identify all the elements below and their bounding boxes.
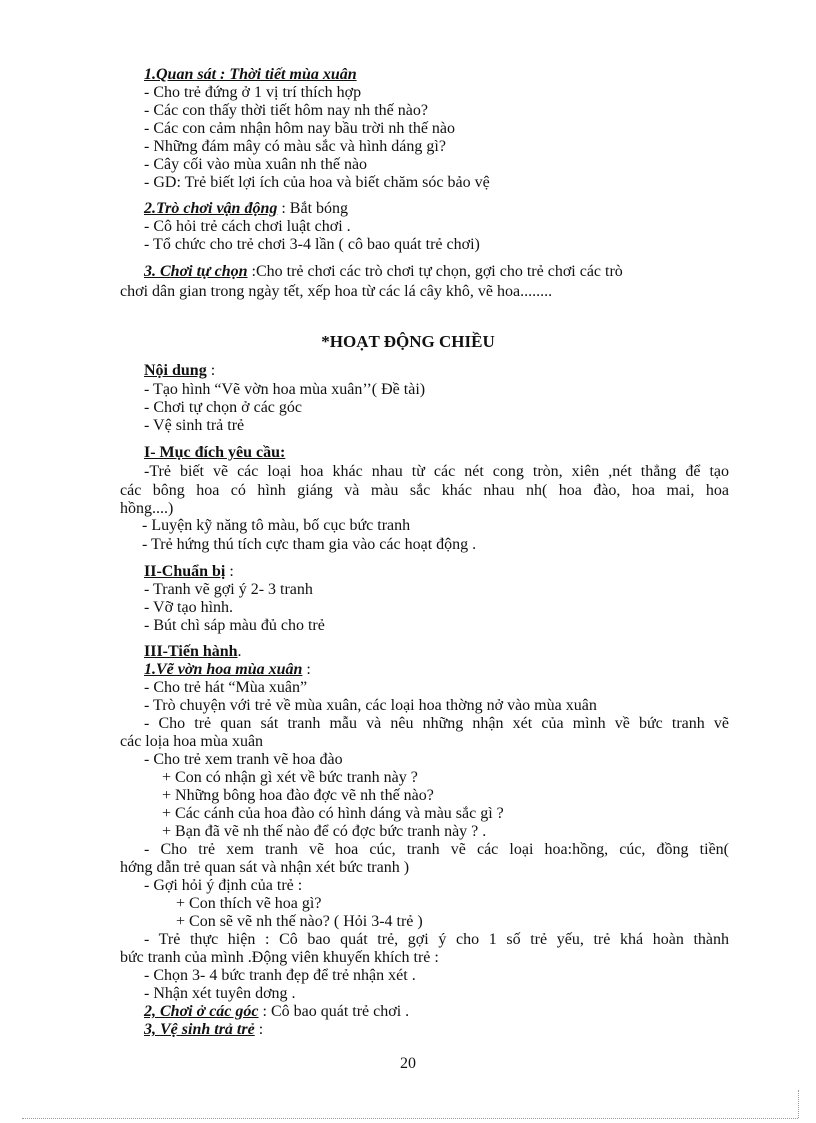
section-observe-title: 1.Quan sát : Thời tiết mùa xuân <box>144 66 357 83</box>
draw-garden-heading <box>144 661 311 679</box>
page-border-right <box>798 1090 799 1118</box>
corner-play-heading <box>144 1003 409 1021</box>
page-border-bottom <box>22 1118 798 1119</box>
perform-line-1: - Trẻ thực hiện : Cô bao quát trẻ, gợi ý cho 1 số trẻ yếu, trẻ khá hoàn thành <box>144 931 729 948</box>
prepare-heading <box>144 563 234 581</box>
section-free-play-heading <box>144 263 623 281</box>
afternoon-activity-title: *HOẠT ĐỘNG CHIỀU <box>321 332 495 351</box>
purpose-line-2: - Trẻ hứng thú tích cực tham gia vào các hoạt động . <box>142 536 477 553</box>
section-game-rest: : Bắt bóng <box>277 200 349 217</box>
content-line-3: - Vệ sinh trả trẻ <box>144 417 245 434</box>
praise-line: - Nhận xét tuyên dơng . <box>144 985 296 1002</box>
proceed-title: III-Tiến hành <box>144 643 238 660</box>
proceed-title-end: . <box>237 643 242 660</box>
question-1: + Con có nhận gì xét về bức tranh này ? <box>162 769 418 786</box>
content-heading <box>144 362 215 380</box>
prepare-line-2: - Vỡ tạo hình. <box>144 599 234 616</box>
peach-picture-line: - Cho trẻ xem tranh vẽ hoa đào <box>144 751 343 768</box>
question-4: + Bạn đã vẽ nh thế nào để có đợc bức tranh này ? . <box>162 823 487 840</box>
prepare-line-1: - Tranh vẽ gợi ý 2- 3 tranh <box>144 581 313 598</box>
content-line-2: - Chơi tự chọn ở các góc <box>144 399 302 416</box>
section-game-heading <box>144 200 348 218</box>
observe-line-2: - Các con thấy thời tiết hôm nay nh thế nào? <box>144 102 428 119</box>
prepare-rest: : <box>225 563 234 580</box>
corner-play-title: 2, Chơi ở các góc <box>144 1003 259 1020</box>
prepare-title: II-Chuẩn bị <box>144 563 226 580</box>
purpose-para-line-2: các bông hoa có hình giáng và màu sắc khác nhau nh( hoa đào, hoa mai, hoa <box>120 482 729 499</box>
observe-line-3: - Các con cảm nhận hôm nay bầu trời nh thế nào <box>144 120 456 137</box>
corner-play-rest: : Cô bao quát trẻ chơi . <box>258 1003 410 1020</box>
observe-line-6: - GD: Trẻ biết lợi ích của hoa và biết chăm sóc bảo vệ <box>144 174 490 191</box>
page-number: 20 <box>400 1055 416 1072</box>
purpose-para-line-3: hồng....) <box>120 500 174 517</box>
section-free-play-title: 3. Chơi tự chọn <box>144 263 248 280</box>
cleanup-rest: : <box>254 1021 264 1038</box>
observe-line-5: - Cây cối vào mùa xuân nh thế nào <box>144 156 368 173</box>
purpose-para-line-1: -Trẻ biết vẽ các loại hoa khác nhau từ các nét cong tròn, xiên ,nét thẳng để tạo <box>144 463 729 480</box>
choose-pictures-line: - Chọn 3- 4 bức tranh đẹp để trẻ nhận xét . <box>144 967 416 984</box>
flowers-line-1: - Cho trẻ xem tranh vẽ hoa cúc, tranh vẽ các loại hoa:hồng, cúc, đồng tiền( <box>144 841 729 858</box>
section-game-title: 2.Trò chơi vận động <box>144 200 278 217</box>
content-title: Nội dung <box>144 362 207 379</box>
intent-line: - Gợi hỏi ý định của trẻ : <box>144 877 303 894</box>
proceed-line-1: - Cho trẻ hát “Mùa xuân” <box>144 679 308 696</box>
free-play-line-2: chơi dân gian trong ngày tết, xếp hoa từ các lá cây khô, vẽ hoa........ <box>120 283 553 300</box>
content-line-1: - Tạo hình “Vẽ vờn hoa mùa xuân’’( Đề tài) <box>144 381 426 398</box>
content-rest: : <box>206 362 216 379</box>
observe-line-4: - Những đám mây có màu sắc và hình dáng gì? <box>144 138 446 155</box>
purpose-line-1: - Luyện kỹ năng tô màu, bố cục bức tranh <box>142 517 411 534</box>
proceed-line-2: - Trò chuyện với trẻ về mùa xuân, các loại hoa thờng nở vào mùa xuân <box>144 697 597 714</box>
cleanup-heading <box>144 1021 263 1039</box>
intent-question-1: + Con thích vẽ hoa gì? <box>176 895 322 912</box>
intent-question-2: + Con sẽ vẽ nh thế nào? ( Hỏi 3-4 trẻ ) <box>176 913 423 930</box>
game-line-1: - Cô hỏi trẻ cách chơi luật chơi . <box>144 218 351 235</box>
observe-sample-line-2: các loịa hoa mùa xuân <box>120 733 264 750</box>
flowers-line-2: hớng dẫn trẻ quan sát và nhận xét bức tranh ) <box>120 859 410 876</box>
section-free-play-rest: :Cho trẻ chơi các trò chơi tự chọn, gợi cho trẻ chơi các trò <box>247 263 623 280</box>
draw-garden-rest: : <box>302 661 311 678</box>
game-line-2: - Tổ chức cho trẻ chơi 3-4 lần ( cô bao quát trẻ chơi) <box>144 236 480 253</box>
perform-line-2: bức tranh của mình .Động viên khuyến khích trẻ : <box>120 949 439 966</box>
purpose-title: I- Mục đích yêu cầu: <box>144 444 286 461</box>
draw-garden-title: 1.Vẽ vờn hoa mùa xuân <box>144 661 303 678</box>
question-2: + Những bông hoa đào đợc vẽ nh thế nào? <box>162 787 434 804</box>
question-3: + Các cánh của hoa đào có hình dáng và màu sắc gì ? <box>162 805 504 822</box>
prepare-line-3: - Bút chì sáp màu đủ cho trẻ <box>144 617 325 634</box>
observe-sample-line-1: - Cho trẻ quan sát tranh mẫu và nêu những nhận xét của mình về bức tranh vẽ <box>144 715 729 732</box>
cleanup-title: 3, Vệ sinh trả trẻ <box>144 1021 255 1038</box>
observe-line-1: - Cho trẻ đứng ở 1 vị trí thích hợp <box>144 84 362 101</box>
proceed-heading <box>144 643 242 661</box>
